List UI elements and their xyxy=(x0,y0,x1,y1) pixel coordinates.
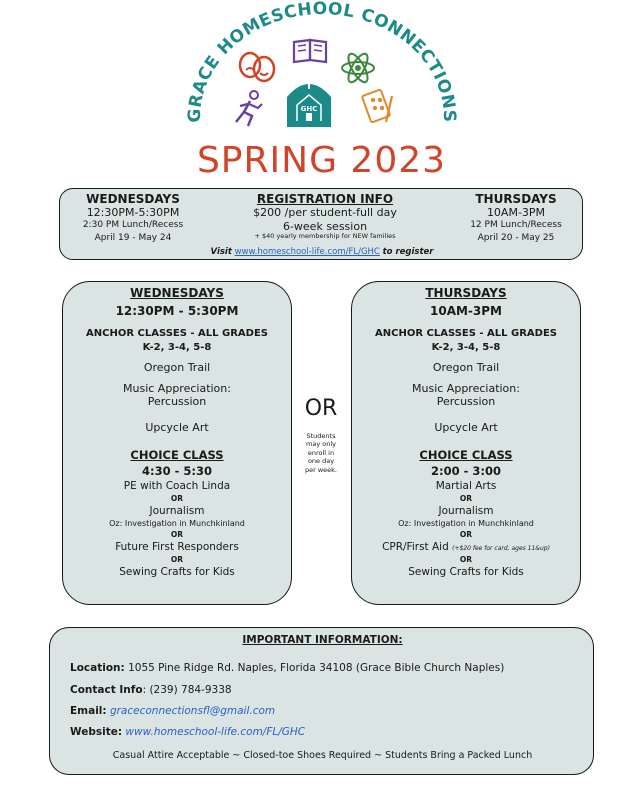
reg-price: $200 /per student-full day xyxy=(253,206,397,220)
website-label: Website: xyxy=(70,726,123,738)
visit-suffix: to register xyxy=(382,247,434,257)
runner-icon xyxy=(236,91,262,126)
church-icon xyxy=(287,79,331,127)
wed-anchor-music: Music Appreciation: xyxy=(123,382,231,395)
reg-thursday-col xyxy=(452,192,580,244)
thu-opt-cpr xyxy=(352,541,580,553)
website-row xyxy=(70,726,305,738)
thu-or-2: OR xyxy=(459,530,473,540)
enroll-note-line: Students xyxy=(306,432,336,440)
contact-label: Contact Info xyxy=(70,684,143,696)
wed-or-2: OR xyxy=(170,530,184,540)
wed-opt-responders: Future First Responders xyxy=(115,541,239,554)
enroll-note xyxy=(301,432,341,474)
reg-thu-lunch: 12 PM Lunch/Recess xyxy=(470,219,562,230)
enroll-note-line: may only xyxy=(306,440,336,449)
reg-wed-dates: April 19 - May 24 xyxy=(94,233,172,244)
important-info-title: IMPORTANT INFORMATION: xyxy=(242,634,403,646)
logo-arc-text: GRACE HOMESCHOOL CONNECTIONS xyxy=(184,0,460,123)
wed-opt-pe: PE with Coach Linda xyxy=(123,480,231,493)
wed-choice-title: CHOICE CLASS xyxy=(130,448,224,463)
thu-opt-journalism-sub: Oz: Investigation in Munchkinland xyxy=(398,519,534,529)
wed-grades: K-2, 3-4, 5-8 xyxy=(142,342,212,353)
thu-opt-martial-arts: Martial Arts xyxy=(435,480,497,493)
wed-anchor-music-sub: Percussion xyxy=(147,395,207,408)
theater-masks-icon xyxy=(240,53,274,81)
thu-opt-journalism: Journalism xyxy=(438,505,494,518)
thu-anchor-music-sub: Percussion xyxy=(436,395,496,408)
important-info-box xyxy=(49,627,594,775)
wed-anchor-upcycle: Upcycle Art xyxy=(145,421,209,435)
ghc-logo xyxy=(0,0,643,140)
reg-membership: + $40 yearly membership for NEW families xyxy=(254,231,396,240)
reg-wed-time: 12:30PM-5:30PM xyxy=(86,206,180,220)
wed-panel-time: 12:30PM - 5:30PM xyxy=(115,304,239,318)
thu-anchor-title: ANCHOR CLASSES - ALL GRADES xyxy=(375,328,557,339)
thu-anchor-music: Music Appreciation: xyxy=(412,382,520,395)
thu-choice-time: 2:00 - 3:00 xyxy=(431,464,501,479)
thu-panel-title: THURSDAYS xyxy=(425,286,507,300)
thu-panel-time: 10AM-3PM xyxy=(430,304,502,318)
enroll-note-line: one day xyxy=(307,457,335,466)
reg-wed-lunch: 2:30 PM Lunch/Recess xyxy=(82,219,184,230)
thu-or-1: OR xyxy=(459,494,473,504)
thu-opt-cpr-label: CPR/First Aid xyxy=(382,541,449,554)
wed-choice-time: 4:30 - 5:30 xyxy=(142,464,212,479)
wed-or-3: OR xyxy=(170,555,184,565)
paint-palette-icon xyxy=(362,89,392,122)
reg-wed-title: WEDNESDAYS xyxy=(86,192,180,206)
wed-opt-sewing: Sewing Crafts for Kids xyxy=(119,566,235,579)
registration-box xyxy=(59,188,583,260)
wed-anchor-title: ANCHOR CLASSES - ALL GRADES xyxy=(86,328,268,339)
contact-value: : (239) 784-9338 xyxy=(142,684,232,696)
thu-grades: K-2, 3-4, 5-8 xyxy=(431,342,501,353)
thu-opt-sewing: Sewing Crafts for Kids xyxy=(408,566,524,579)
location-row xyxy=(70,662,504,674)
register-link[interactable]: www.homeschool-life.com/FL/GHC xyxy=(234,247,380,257)
enroll-note-line: per week. xyxy=(304,465,337,474)
enroll-note-line: enroll in xyxy=(307,448,335,457)
wed-or-1: OR xyxy=(170,494,184,504)
reg-info-col xyxy=(210,192,440,241)
thu-or-3: OR xyxy=(459,555,473,565)
wed-opt-journalism: Journalism xyxy=(149,505,205,518)
reg-thu-dates: April 20 - May 25 xyxy=(477,233,555,244)
atom-icon xyxy=(342,51,374,85)
reg-session: 6-week session xyxy=(282,219,368,233)
contact-row xyxy=(70,684,232,696)
wed-opt-journalism-sub: Oz: Investigation in Munchkinland xyxy=(109,519,245,529)
wed-panel-title: WEDNESDAYS xyxy=(130,286,224,300)
visit-prefix: Visit xyxy=(210,247,232,257)
reg-wednesday-col xyxy=(68,192,198,244)
location-value: 1055 Pine Ridge Rd. Naples, Florida 34108 (Grace Bible Church Naples) xyxy=(128,662,505,674)
register-line xyxy=(60,247,584,257)
thursday-panel xyxy=(351,281,581,605)
thu-anchor-oregon: Oregon Trail xyxy=(432,361,500,374)
wed-anchor-oregon: Oregon Trail xyxy=(143,361,211,374)
location-label: Location: xyxy=(70,662,125,674)
email-row xyxy=(70,705,275,717)
attire-footer: Casual Attire Acceptable ~ Closed-toe Shoes Required ~ Students Bring a Packed Lunch xyxy=(112,750,533,761)
reg-info-title: REGISTRATION INFO xyxy=(256,192,394,206)
or-divider: OR xyxy=(304,396,338,421)
open-book-icon xyxy=(294,40,326,62)
wednesday-panel xyxy=(62,281,292,605)
email-label: Email: xyxy=(70,705,107,717)
email-link[interactable]: graceconnectionsfl@gmail.com xyxy=(109,705,276,717)
logo-badge-text: GHC xyxy=(300,105,318,113)
thu-opt-cpr-note: (+$20 fee for card, ages 11&up) xyxy=(452,545,550,553)
thu-choice-title: CHOICE CLASS xyxy=(419,448,513,463)
thu-anchor-upcycle: Upcycle Art xyxy=(434,421,498,435)
reg-thu-title: THURSDAYS xyxy=(475,192,557,206)
reg-thu-time: 10AM-3PM xyxy=(486,206,546,220)
website-link[interactable]: www.homeschool-life.com/FL/GHC xyxy=(125,726,306,738)
season-title: SPRING 2023 xyxy=(196,140,447,181)
